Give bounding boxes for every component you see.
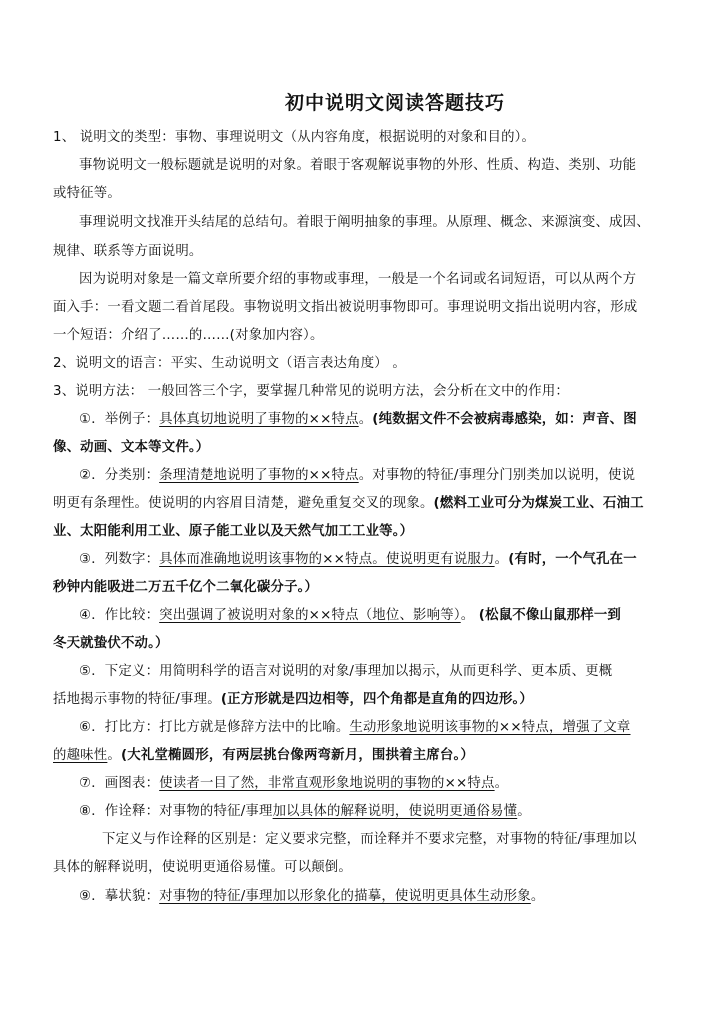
method-4-line: [79, 606, 719, 626]
method-effect: 使读者一目了然，非常直观形象地说明的事物的××特点: [159, 776, 495, 791]
paragraph-line: 事理说明文找准开头结尾的总结句。着眼于阐明抽象的事理。从原理、概念、来源演变、成因、: [79, 215, 650, 230]
section-1-heading: 1、 说明文的类型：事物、事理说明文（从内容角度，根据说明的对象和目的）。: [53, 130, 536, 145]
method-1-line: [79, 410, 719, 430]
method-5-line: [53, 690, 693, 710]
method-label: ⑦．画图表：: [79, 776, 160, 791]
difference-note: 下定义与作诠释的区别是：定义要求完整，而诠释并不要求完整，对事物的特征/事理加以: [102, 832, 637, 847]
method-example: (燃料工业可分为煤炭工业、石油工: [433, 496, 644, 511]
method-label: ②．分类别：: [79, 468, 160, 483]
method-example: 业、太阳能利用工业、原子能工业以及天然气加工工业等。）: [53, 524, 414, 539]
method-label: ③．列数字：: [79, 552, 160, 567]
method-6-line: [79, 718, 719, 738]
method-effect: 具体真切地说明了事物的××特点: [159, 412, 359, 427]
method-effect: 生动形象地说明该事物的××特点，增强了文章: [349, 720, 631, 735]
method-effect: 对事物的特征/事理加以形象化的描摹，使说明更具体生动形象: [159, 889, 531, 904]
punctuation: 。: [494, 552, 509, 567]
section-2-heading: 2、说明文的语言：平实、生动说明文（语言表达角度） 。: [53, 356, 406, 371]
method-label: ①．举例子：: [79, 412, 160, 427]
method-label: ④．作比较：: [79, 608, 160, 623]
method-2-line: [79, 466, 719, 486]
method-effect: 突出强调了被说明对象的××特点（地位、影响等）: [159, 608, 461, 623]
method-2-line: [53, 494, 693, 514]
method-6-line: [53, 746, 693, 766]
paragraph-line: 或特征等。: [53, 186, 121, 201]
method-text: 明更有条理性。使说明的内容眉目清楚，避免重复交叉的现象。: [53, 496, 434, 511]
method-example: (松鼠不像山鼠那样一到: [478, 608, 622, 623]
method-example: (正方形就是四边相等，四个角都是直角的四边形。）: [220, 692, 534, 707]
method-effect: 具体而准确地说明该事物的××特点。使说明更有说服力: [159, 552, 495, 567]
paragraph-line: 面入手：一看文题二看首尾段。事物说明文指出被说明事物即可。事理说明文指出说明内容，形成: [53, 300, 638, 315]
method-8-line: [79, 802, 719, 822]
paragraph-line: 规律、联系等方面说明。: [53, 244, 203, 259]
method-3-line: [79, 550, 719, 570]
punctuation: 。: [358, 412, 373, 427]
method-text: 。对事物的特征/事理分门别类加以说明，使说: [358, 468, 636, 483]
method-example: (大礼堂椭圆形，有两层挑台像两弯新月，围拱着主席台。）: [120, 748, 474, 763]
method-effect: 条理清楚地说明了事物的××特点: [159, 468, 359, 483]
method-7-line: [79, 774, 719, 794]
method-example: 像、动画、文本等文件。）: [53, 440, 210, 455]
method-example: 秒钟内能吸进二万五千亿个二氧化碳分子。）: [53, 580, 319, 595]
punctuation: 。: [107, 748, 121, 763]
paragraph-line: 事物说明文一般标题就是说明的对象。着眼于客观解说事物的外形、性质、构造、类别、功能: [79, 158, 637, 173]
method-example: 冬天就蛰伏不动。）: [53, 636, 169, 651]
punctuation: 。: [530, 889, 545, 904]
punctuation: 。: [460, 608, 479, 623]
section-3-heading: 3、说明方法： 一般回答三个字，要掌握几种常见的说明方法，会分析在文中的作用：: [53, 384, 570, 399]
method-label: ⑥．打比方：打比方就是修辞方法中的比喻。: [79, 720, 350, 735]
method-effect: 加以具体的解释说明，使说明更通俗易懂: [272, 804, 518, 819]
paragraph-line: 因为说明对象是一篇文章所要介绍的事物或事理，一般是一个名词或名词短语，可以从两个方: [79, 272, 637, 287]
paragraph-line: 一个短语：介绍了……的……(对象加内容）。: [53, 328, 324, 343]
method-label: ⑧．作诠释：对事物的特征/事理: [79, 804, 273, 819]
method-label: ⑨．摹状貌：: [79, 889, 160, 904]
method-effect: 的趣味性: [53, 748, 108, 763]
method-example: (纯数据文件不会被病毒感染，如：声音、图: [372, 412, 637, 427]
difference-note: 具体的解释说明，使说明更通俗易懂。可以颠倒。: [53, 860, 352, 875]
page-title: 初中说明文阅读答题技巧: [284, 92, 505, 114]
punctuation: 。: [494, 776, 509, 791]
method-example: (有时，一个气孔在一: [508, 552, 637, 567]
punctuation: 。: [517, 804, 531, 819]
method-5-line: ⑤．下定义：用简明科学的语言对说明的对象/事理加以揭示，从而更科学、更本质、更概: [79, 664, 613, 679]
method-9-line: [79, 887, 719, 907]
method-text: 括地揭示事物的特征/事理。: [53, 692, 221, 707]
